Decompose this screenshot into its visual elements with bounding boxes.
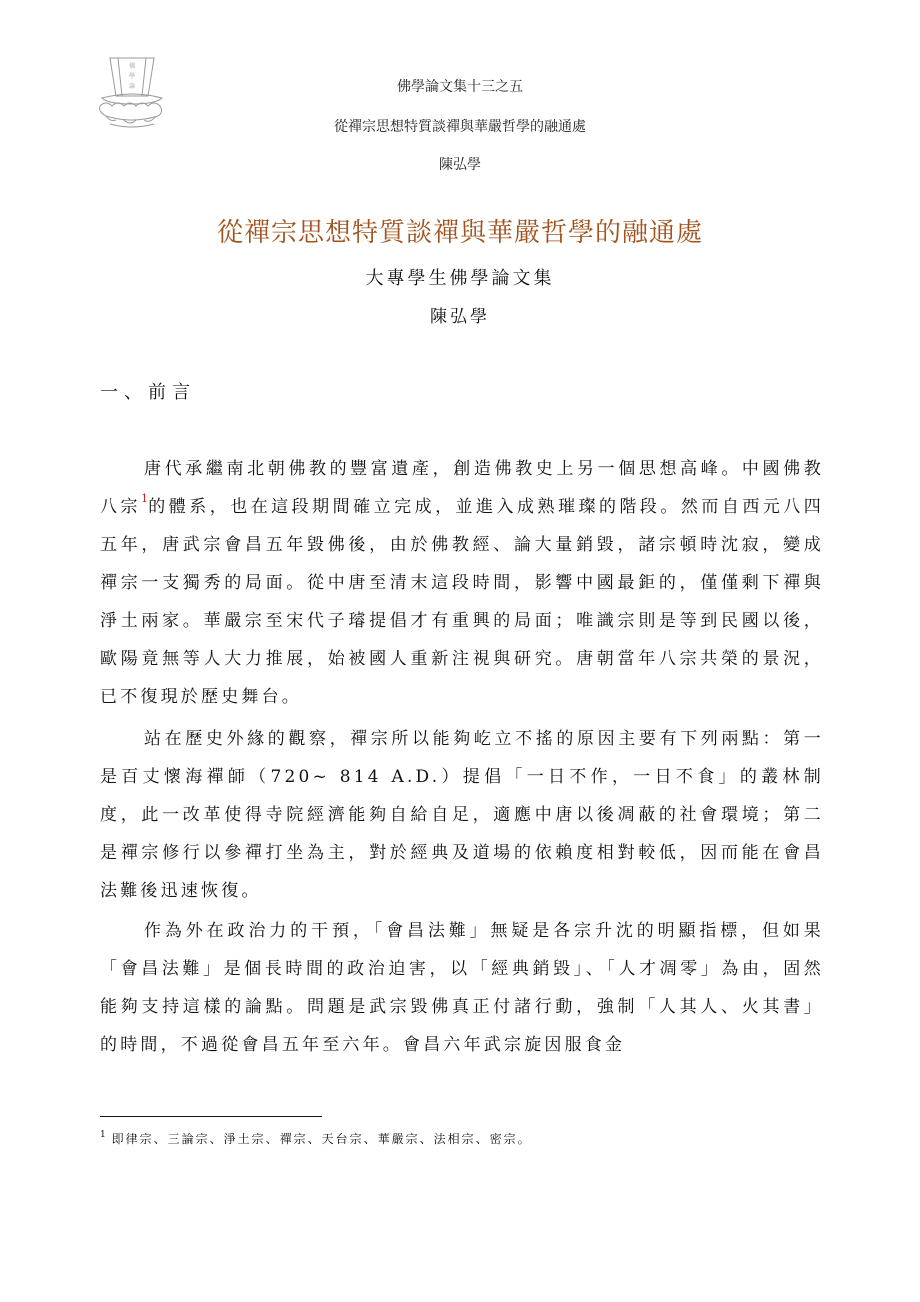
header-series-title: 佛學論文集十三之五 xyxy=(397,79,523,95)
paragraph-1 xyxy=(100,450,824,716)
document-title: 從禪宗思想特質談禪與華嚴哲學的融通處 xyxy=(216,218,703,248)
footnote-divider xyxy=(100,1116,322,1117)
section-heading: 一、前言 xyxy=(100,382,196,403)
header-author: 陳弘學 xyxy=(439,157,481,173)
footnote-number: 1 xyxy=(100,1130,106,1140)
document-subtitle: 大專學生佛學論文集 xyxy=(365,268,555,289)
paragraph-2 xyxy=(100,720,824,910)
svg-text:論: 論 xyxy=(129,83,136,90)
footnote-reference[interactable]: 1 xyxy=(140,492,148,505)
header-paper-title: 從禪宗思想特質談禪與華嚴哲學的融通處 xyxy=(334,119,586,135)
svg-text:佛: 佛 xyxy=(129,63,136,70)
footnote xyxy=(100,1130,532,1147)
paragraph-2-text: 站在歷史外緣的觀察，禪宗所以能夠屹立不搖的原因主要有下列兩點：第一是百丈懷海禪師（720~ 814 A.D.）提倡「一日不作，一日不食」的叢林制度，此一改革使得寺院經濟能夠自給自足，適應中唐以後凋蔽的社會環境；第二是禪宗修行以參禪打坐為主，對於經典及道場的依賴度相對較低，因而能在會昌法難後迅速恢復。 xyxy=(100,729,824,901)
svg-text:學: 學 xyxy=(129,73,136,80)
paragraph-1-text-b: 的體系，也在這段期間確立完成，並進入成熟璀璨的階段。然而自西元八四五年，唐武宗會昌五年毀佛後，由於佛教經、論大量銷毀，諸宗頓時沈寂，變成禪宗一支獨秀的局面。從中唐至清末這段時間，影響中國最鉅的，僅僅剩下禪與淨土兩家。華嚴宗至宋代子璿提倡才有重興的局面；唯識宗則是等到民國以後，歐陽竟無等人大力推展，始被國人重新注視與研究。唐朝當年八宗共榮的景況，已不復現於歷史舞台。 xyxy=(100,497,824,707)
paragraph-3-text: 作為外在政治力的干預，「會昌法難」無疑是各宗升沈的明顯指標，但如果「會昌法難」是個長時間的政治迫害，以「經典銷毀」、「人才凋零」為由，固然能夠支持這樣的論點。問題是武宗毀佛真正付諸行動，強制「人其人、火其書」的時間，不過從會昌五年至六年。會昌六年武宗旋因服食金 xyxy=(100,921,824,1055)
paragraph-1-text-a: 唐代承繼南北朝佛教的豐富遺產，創造佛教史上另一個思想高峰。中國佛教八宗 xyxy=(100,459,824,517)
footnote-text: 即律宗、三論宗、淨土宗、禪宗、天台宗、華嚴宗、法相宗、密宗。 xyxy=(111,1132,532,1146)
paragraph-3 xyxy=(100,912,824,1064)
document-author: 陳弘學 xyxy=(430,307,490,327)
